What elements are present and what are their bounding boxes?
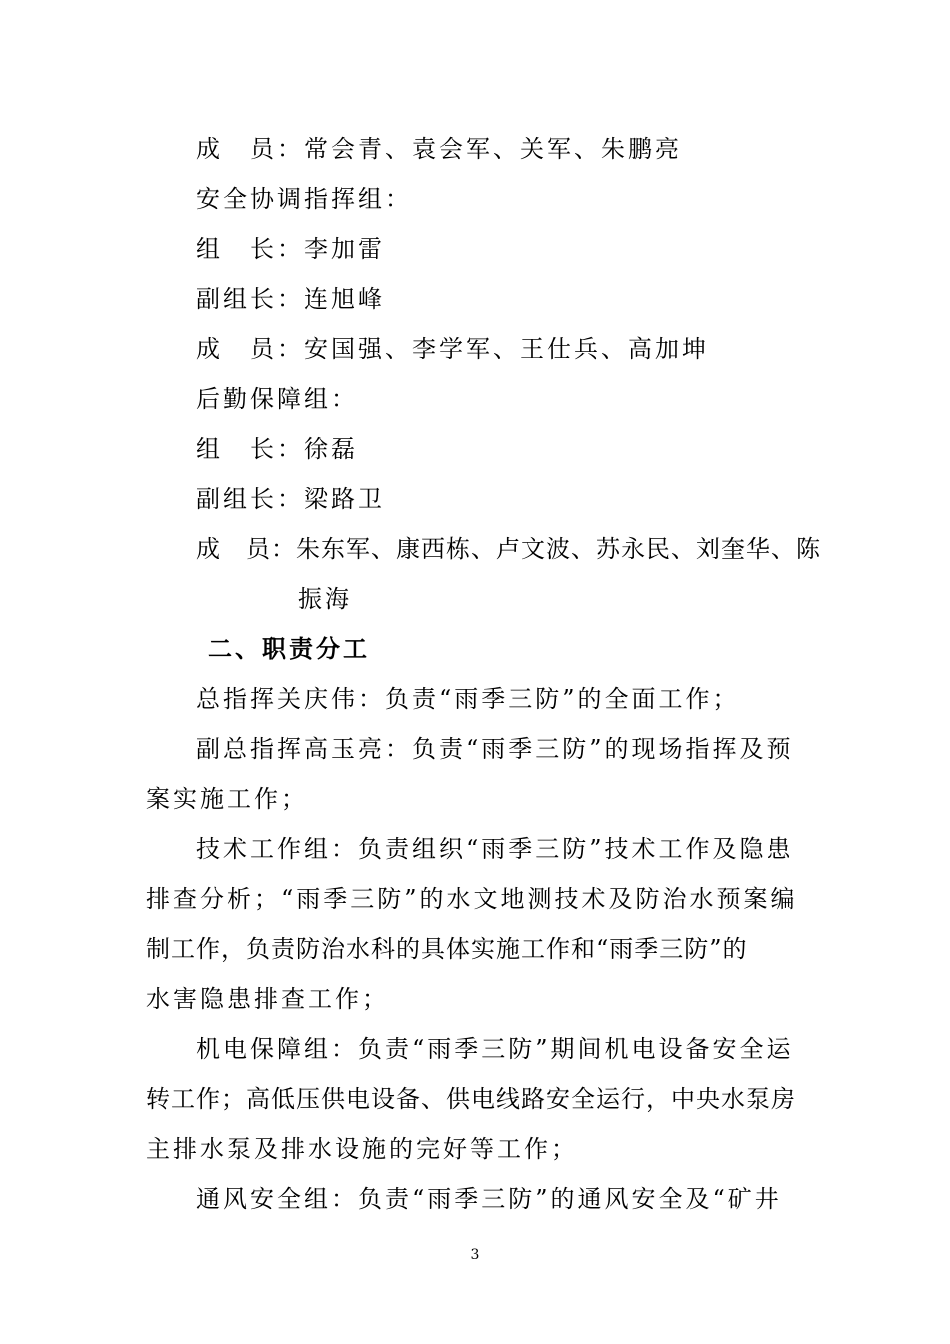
- deputy-leader-line: 副组长：连旭峰: [196, 285, 385, 313]
- deputy-leader-line: 副组长：梁路卫: [196, 485, 385, 513]
- paragraph-line: 案实施工作；: [146, 785, 308, 813]
- paragraph-line: 机电保障组：负责“雨季三防”期间机电设备安全运: [196, 1035, 794, 1063]
- paragraph-line: 通风安全组：负责“雨季三防”的通风安全及“矿井: [196, 1185, 782, 1213]
- paragraph-line: 转工作；高低压供电设备、供电线路安全运行，中央水泵房: [146, 1085, 796, 1113]
- group-title: 安全协调指挥组：: [196, 185, 412, 213]
- member-list-continuation: 振海: [298, 585, 352, 613]
- group-title: 后勤保障组：: [196, 385, 358, 413]
- paragraph-line: 总指挥关庆伟：负责“雨季三防”的全面工作；: [196, 685, 740, 713]
- leader-line: 组 长：徐磊: [196, 435, 358, 463]
- page-number: 3: [470, 1247, 480, 1263]
- paragraph-line: 制工作，负责防治水科的具体实施工作和“雨季三防”的: [146, 935, 748, 963]
- member-list-line: 成 员：安国强、李学军、王仕兵、高加坤: [196, 335, 709, 363]
- member-list-line: 成 员：常会青、袁会军、关军、朱鹏亮: [196, 135, 682, 163]
- section-heading: 二、职责分工: [208, 634, 370, 663]
- member-list-line: 成 员：朱东军、康西栋、卢文波、苏永民、刘奎华、陈: [196, 535, 821, 563]
- paragraph-line: 主排水泵及排水设施的完好等工作；: [146, 1135, 578, 1163]
- leader-line: 组 长：李加雷: [196, 235, 385, 263]
- paragraph-line: 副总指挥高玉亮：负责“雨季三防”的现场指挥及预: [196, 735, 794, 763]
- paragraph-line: 技术工作组：负责组织“雨季三防”技术工作及隐患: [196, 835, 794, 863]
- paragraph-line: 排查分析；“雨季三防”的水文地测技术及防治水预案编: [146, 885, 798, 913]
- paragraph-line: 水害隐患排查工作；: [146, 985, 389, 1013]
